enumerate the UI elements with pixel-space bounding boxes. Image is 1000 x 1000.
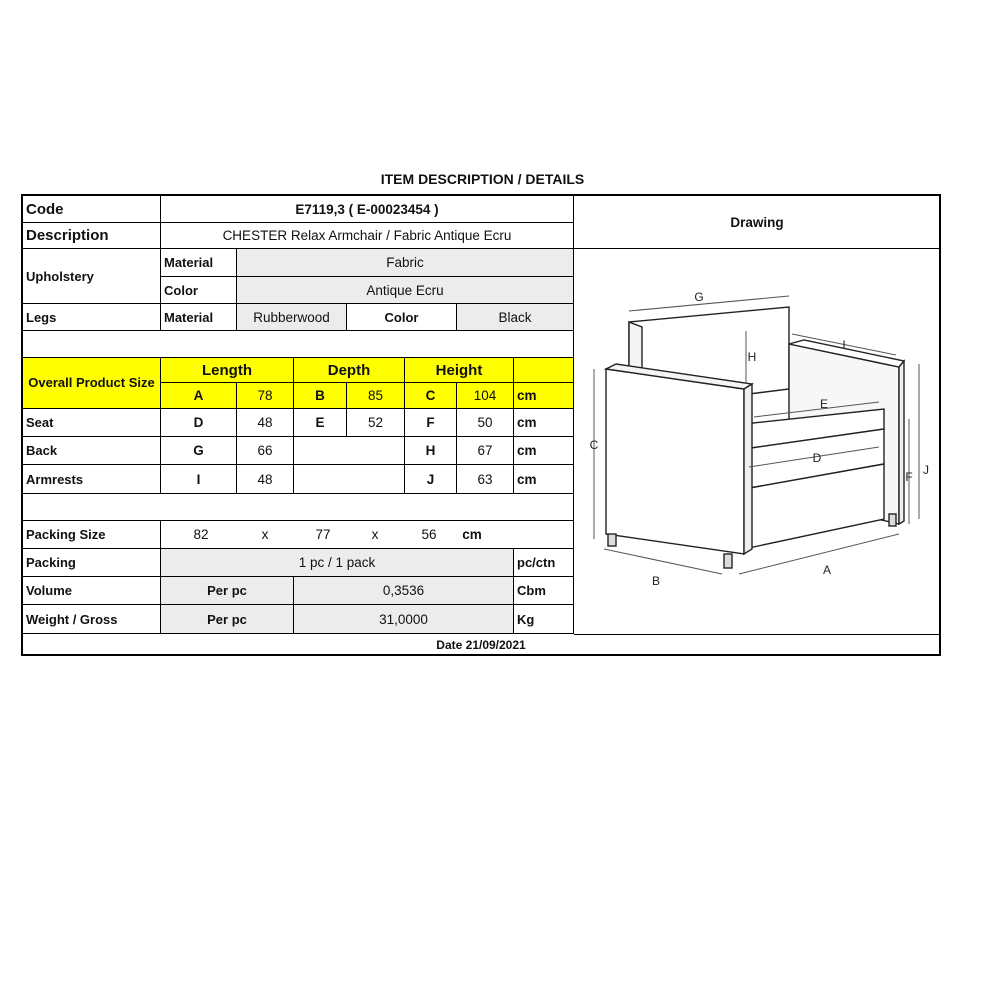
armrests-unit: cm — [514, 465, 574, 494]
dim-c-value: 104 — [457, 383, 514, 409]
back-label: Back — [23, 437, 161, 465]
dim-e-value: 52 — [347, 409, 405, 437]
dim-j-letter: J — [405, 465, 457, 494]
packing-unit: pc/ctn — [514, 549, 574, 577]
description-label: Description — [23, 223, 161, 249]
dim-g-value: 66 — [237, 437, 294, 465]
packing-size-cell — [161, 521, 574, 549]
dim-a-letter: A — [161, 383, 237, 409]
weight-unit: Kg — [514, 605, 574, 634]
dim-b-letter: B — [294, 383, 347, 409]
dim-h-value: 67 — [457, 437, 514, 465]
legs-color-label: Color — [347, 304, 457, 331]
dim-letter-d: D — [812, 451, 822, 465]
description-value: CHESTER Relax Armchair / Fabric Antique Ecru — [161, 223, 574, 249]
armrests-label: Armrests — [23, 465, 161, 494]
back-unit: cm — [514, 437, 574, 465]
dim-h-letter: H — [405, 437, 457, 465]
length-header: Length — [161, 358, 294, 383]
armchair-drawing — [574, 249, 941, 634]
height-header: Height — [405, 358, 514, 383]
packing-value: 1 pc / 1 pack — [161, 549, 514, 577]
dim-letter-e: E — [819, 397, 829, 411]
upholstery-label: Upholstery — [23, 249, 161, 304]
spacer-row — [23, 331, 574, 358]
legs-material-value: Rubberwood — [237, 304, 347, 331]
depth-header: Depth — [294, 358, 405, 383]
dim-letter-j: J — [923, 463, 929, 477]
volume-unit: Cbm — [514, 577, 574, 605]
dim-c-letter: C — [405, 383, 457, 409]
dim-letter-i: I — [842, 338, 846, 352]
dim-letter-g: G — [694, 290, 704, 304]
volume-value: 0,3536 — [294, 577, 514, 605]
dim-letter-c: C — [589, 438, 599, 452]
legs-color-value: Black — [457, 304, 574, 331]
dim-i-letter: I — [161, 465, 237, 494]
back-blank — [294, 437, 405, 465]
overall-size-label: Overall Product Size — [23, 358, 161, 409]
upholstery-color-label: Color — [161, 277, 237, 304]
spacer-row-2 — [23, 494, 574, 521]
dim-i-value: 48 — [237, 465, 294, 494]
packing-size-x1: x — [261, 527, 269, 542]
overall-unit: cm — [514, 383, 574, 409]
packing-size-height: 56 — [421, 527, 437, 542]
dim-letter-a: A — [822, 563, 832, 577]
upholstery-color-value: Antique Ecru — [237, 277, 574, 304]
upholstery-material-value: Fabric — [237, 249, 574, 277]
unit-header-blank — [514, 358, 574, 383]
weight-value: 31,0000 — [294, 605, 514, 634]
armchair-drawing-svg — [574, 249, 941, 634]
legs-material-label: Material — [161, 304, 237, 331]
code-label: Code — [23, 196, 161, 223]
code-value: E7119,3 ( E-00023454 ) — [161, 196, 574, 223]
dim-g-letter: G — [161, 437, 237, 465]
item-details-sheet — [21, 194, 941, 656]
packing-size-label: Packing Size — [23, 521, 161, 549]
volume-per: Per pc — [161, 577, 294, 605]
packing-size-unit: cm — [462, 527, 482, 542]
seat-unit: cm — [514, 409, 574, 437]
packing-size-length: 82 — [193, 527, 209, 542]
volume-label: Volume — [23, 577, 161, 605]
dim-f-value: 50 — [457, 409, 514, 437]
packing-label: Packing — [23, 549, 161, 577]
seat-label: Seat — [23, 409, 161, 437]
dim-letter-h: H — [747, 350, 757, 364]
page-title: ITEM DESCRIPTION / DETAILS — [380, 171, 585, 187]
date-footer: Date 21/09/2021 — [436, 638, 526, 652]
weight-per: Per pc — [161, 605, 294, 634]
drawing-label: Drawing — [574, 196, 941, 249]
dim-letter-f: F — [905, 470, 913, 484]
dim-letter-b: B — [651, 574, 661, 588]
dim-b-value: 85 — [347, 383, 405, 409]
dim-j-value: 63 — [457, 465, 514, 494]
armrests-blank — [294, 465, 405, 494]
weight-label: Weight / Gross — [23, 605, 161, 634]
dim-d-letter: D — [161, 409, 237, 437]
dim-a-value: 78 — [237, 383, 294, 409]
upholstery-material-label: Material — [161, 249, 237, 277]
packing-size-width: 77 — [315, 527, 331, 542]
legs-label: Legs — [23, 304, 161, 331]
packing-size-x2: x — [371, 527, 379, 542]
dim-f-letter: F — [405, 409, 457, 437]
dim-d-value: 48 — [237, 409, 294, 437]
dim-e-letter: E — [294, 409, 347, 437]
